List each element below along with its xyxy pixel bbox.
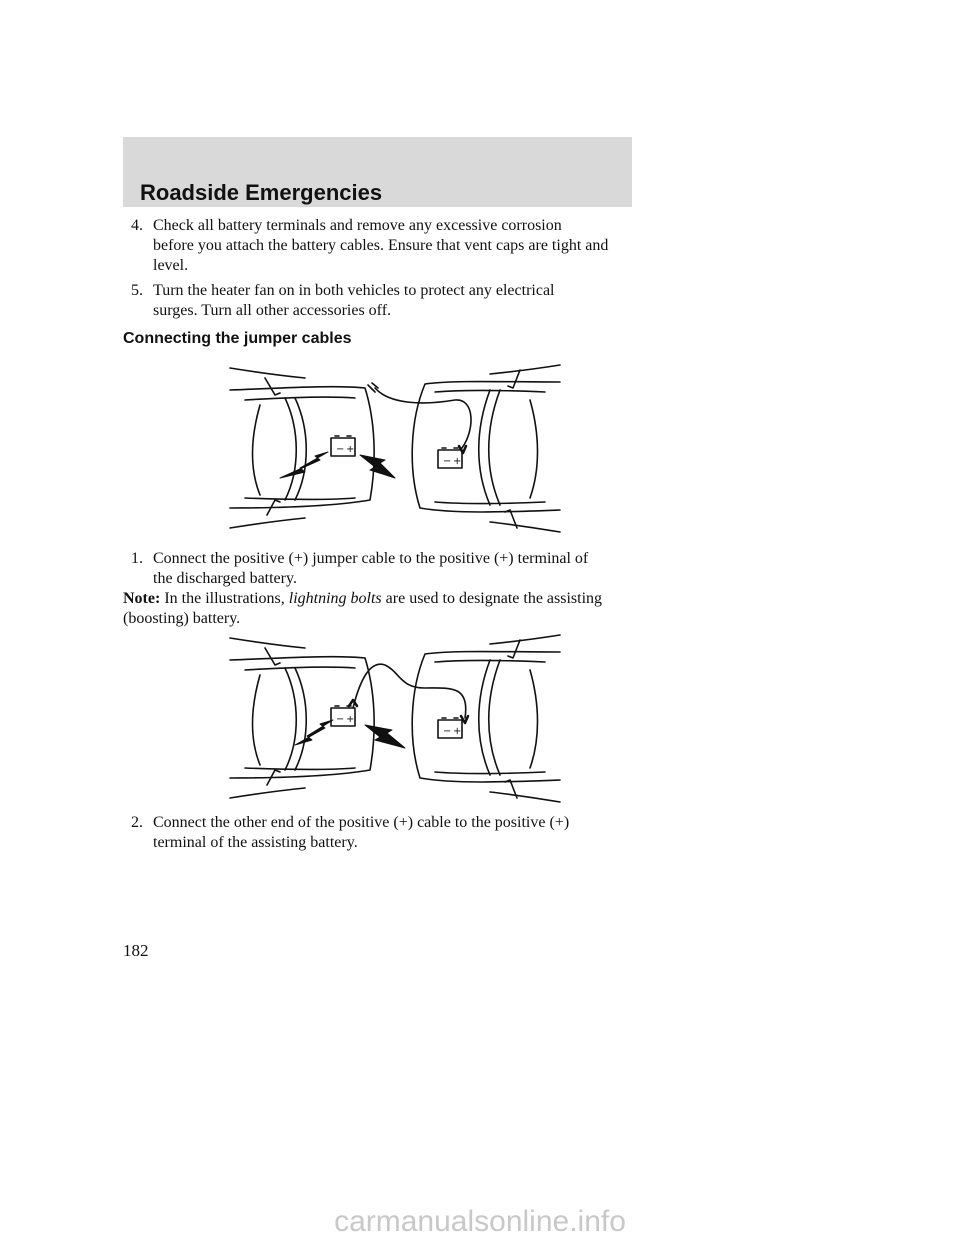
step-text-rest: surges. Turn all other accessories off. <box>153 302 392 319</box>
battery-plus-label: + <box>453 456 462 467</box>
step-number: 5. <box>131 282 143 299</box>
jumper-cable-illustration-2 <box>225 630 565 805</box>
note-paragraph <box>123 589 643 629</box>
battery-minus-label: − <box>443 726 452 737</box>
step-text-first: Turn the heater fan on in both vehicles to protect any electrical <box>153 282 555 299</box>
note-label: Note: <box>123 590 161 607</box>
page-number: 182 <box>123 941 149 960</box>
battery-minus-label: − <box>443 456 452 467</box>
battery-plus-label: + <box>346 444 355 455</box>
step-number: 1. <box>131 550 143 567</box>
step-1 <box>131 549 641 589</box>
battery-minus-label: − <box>336 444 345 455</box>
step-text-first: Connect the other end of the positive (+) cable to the positive (+) <box>153 814 570 831</box>
step-text-first: Connect the positive (+) jumper cable to the positive (+) terminal of <box>153 550 589 567</box>
step-text-rest: the discharged battery. <box>153 570 297 587</box>
assisting-car <box>412 365 560 532</box>
step-number: 4. <box>131 217 143 234</box>
section-heading: Connecting the jumper cables <box>123 330 352 347</box>
lightning-bolt-icon <box>365 725 405 748</box>
battery-icon <box>331 436 355 456</box>
page-title: Roadside Emergencies <box>140 180 383 205</box>
step-5 <box>131 281 641 321</box>
watermark: carmanualsonline.info <box>334 1205 626 1238</box>
jumper-cable <box>353 664 466 718</box>
battery-icon <box>438 718 462 738</box>
battery-plus-label: + <box>346 714 355 725</box>
note-emphasis: lightning bolts <box>288 590 382 607</box>
lightning-bolt-icon <box>295 720 333 745</box>
battery-plus-label: + <box>453 726 462 737</box>
step-text-rest: terminal of the assisting battery. <box>153 834 358 851</box>
step-2 <box>131 813 641 853</box>
jumper-cable <box>375 388 471 448</box>
step-text-rest: before you attach the battery cables. Ensure that vent caps are tight and level. <box>153 237 609 274</box>
battery-icon <box>438 448 462 468</box>
lightning-bolt-icon <box>360 455 395 478</box>
step-number: 2. <box>131 814 143 831</box>
battery-icon <box>331 706 355 726</box>
step-text-first: Check all battery terminals and remove any excessive corrosion <box>153 217 562 234</box>
battery-minus-label: − <box>336 714 345 725</box>
assisting-car <box>412 635 560 802</box>
jumper-cable-illustration-1 <box>225 360 565 535</box>
note-text: In the illustrations, <box>164 590 285 607</box>
step-4 <box>131 216 641 276</box>
note-text: are used to designate the assisting (boosting) battery. <box>123 590 603 627</box>
